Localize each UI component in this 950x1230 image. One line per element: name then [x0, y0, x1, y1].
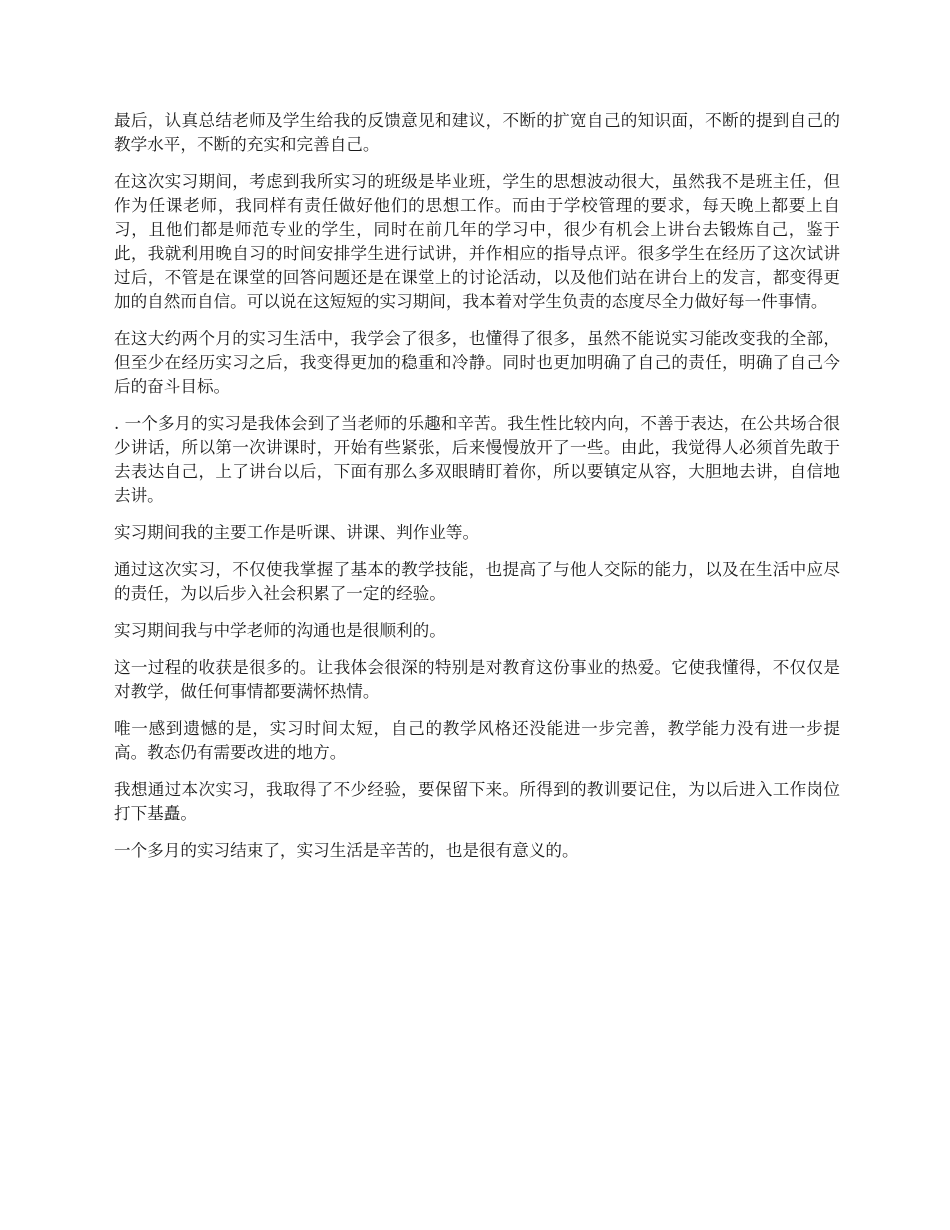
paragraph-7: 实习期间我与中学老师的沟通也是很顺利的。 [114, 621, 446, 640]
paragraph-10: 我想通过本次实习，我取得了不少经验，要保留下来。所得到的教训要记住，为以后进入工作岗位打下基矗。 [114, 780, 840, 823]
paragraph-1: 最后，认真总结老师及学生给我的反馈意见和建议，不断的扩宽自己的知识面，不断的提到自己的教学水平，不断的充实和完善自己。 [114, 111, 840, 154]
paragraph-3: 在这大约两个月的实习生活中，我学会了很多，也懂得了很多，虽然不能说实习能改变我的全部，但至少在经历实习之后，我变得更加的稳重和冷静。同时也更加明确了自己的责任，明确了自己今后的奋斗目标。 [114, 329, 840, 396]
paragraph-9: 唯一感到遗憾的是，实习时间太短，自己的教学风格还没能进一步完善，教学能力没有进一步提高。教态仍有需要改进的地方。 [114, 719, 840, 762]
paragraph-4: . 一个多月的实习是我体会到了当老师的乐趣和辛苦。我生性比较内向，不善于表达，在公共场合很少讲话，所以第一次讲课时，开始有些紧张，后来慢慢放开了一些。由此，我觉得人必须首先敢于去表达自己，上了讲台以后，下面有那么多双眼睛盯着你，所以要镇定从容，大胆地去讲，自信地去讲。 [114, 414, 840, 505]
paragraph-6: 通过这次实习，不仅使我掌握了基本的教学技能，也提高了与他人交际的能力，以及在生活中应尽的责任，为以后步入社会积累了一定的经验。 [114, 560, 840, 603]
paragraph-2: 在这次实习期间，考虑到我所实习的班级是毕业班，学生的思想波动很大，虽然我不是班主任，但作为任课老师，我同样有责任做好他们的思想工作。而由于学校管理的要求，每天晚上都要上自习，且他们都是师范专业的学生，同时在前几年的学习中，很少有机会上讲台去锻炼自己，鉴于此，我就利用晚自习的时间安排学生进行试讲，并作相应的指导点评。很多学生在经历了这次试讲过后，不管是在课堂的回答问题还是在课堂上的讨论活动，以及他们站在讲台上的发言，都变得更加的自然而自信。可以说在这短短的实习期间，我本着对学生负责的态度尽全力做好每一件事情。 [114, 172, 840, 311]
paragraph-11: 一个多月的实习结束了，实习生活是辛苦的，也是很有意义的。 [114, 841, 579, 860]
paragraph-5: 实习期间我的主要工作是听课、讲课、判作业等。 [114, 523, 480, 542]
paragraph-8: 这一过程的收获是很多的。让我体会很深的特别是对教育这份事业的热爱。它使我懂得，不仅仅是对教学，做任何事情都要满怀热情。 [114, 658, 840, 701]
document-body [114, 109, 840, 876]
